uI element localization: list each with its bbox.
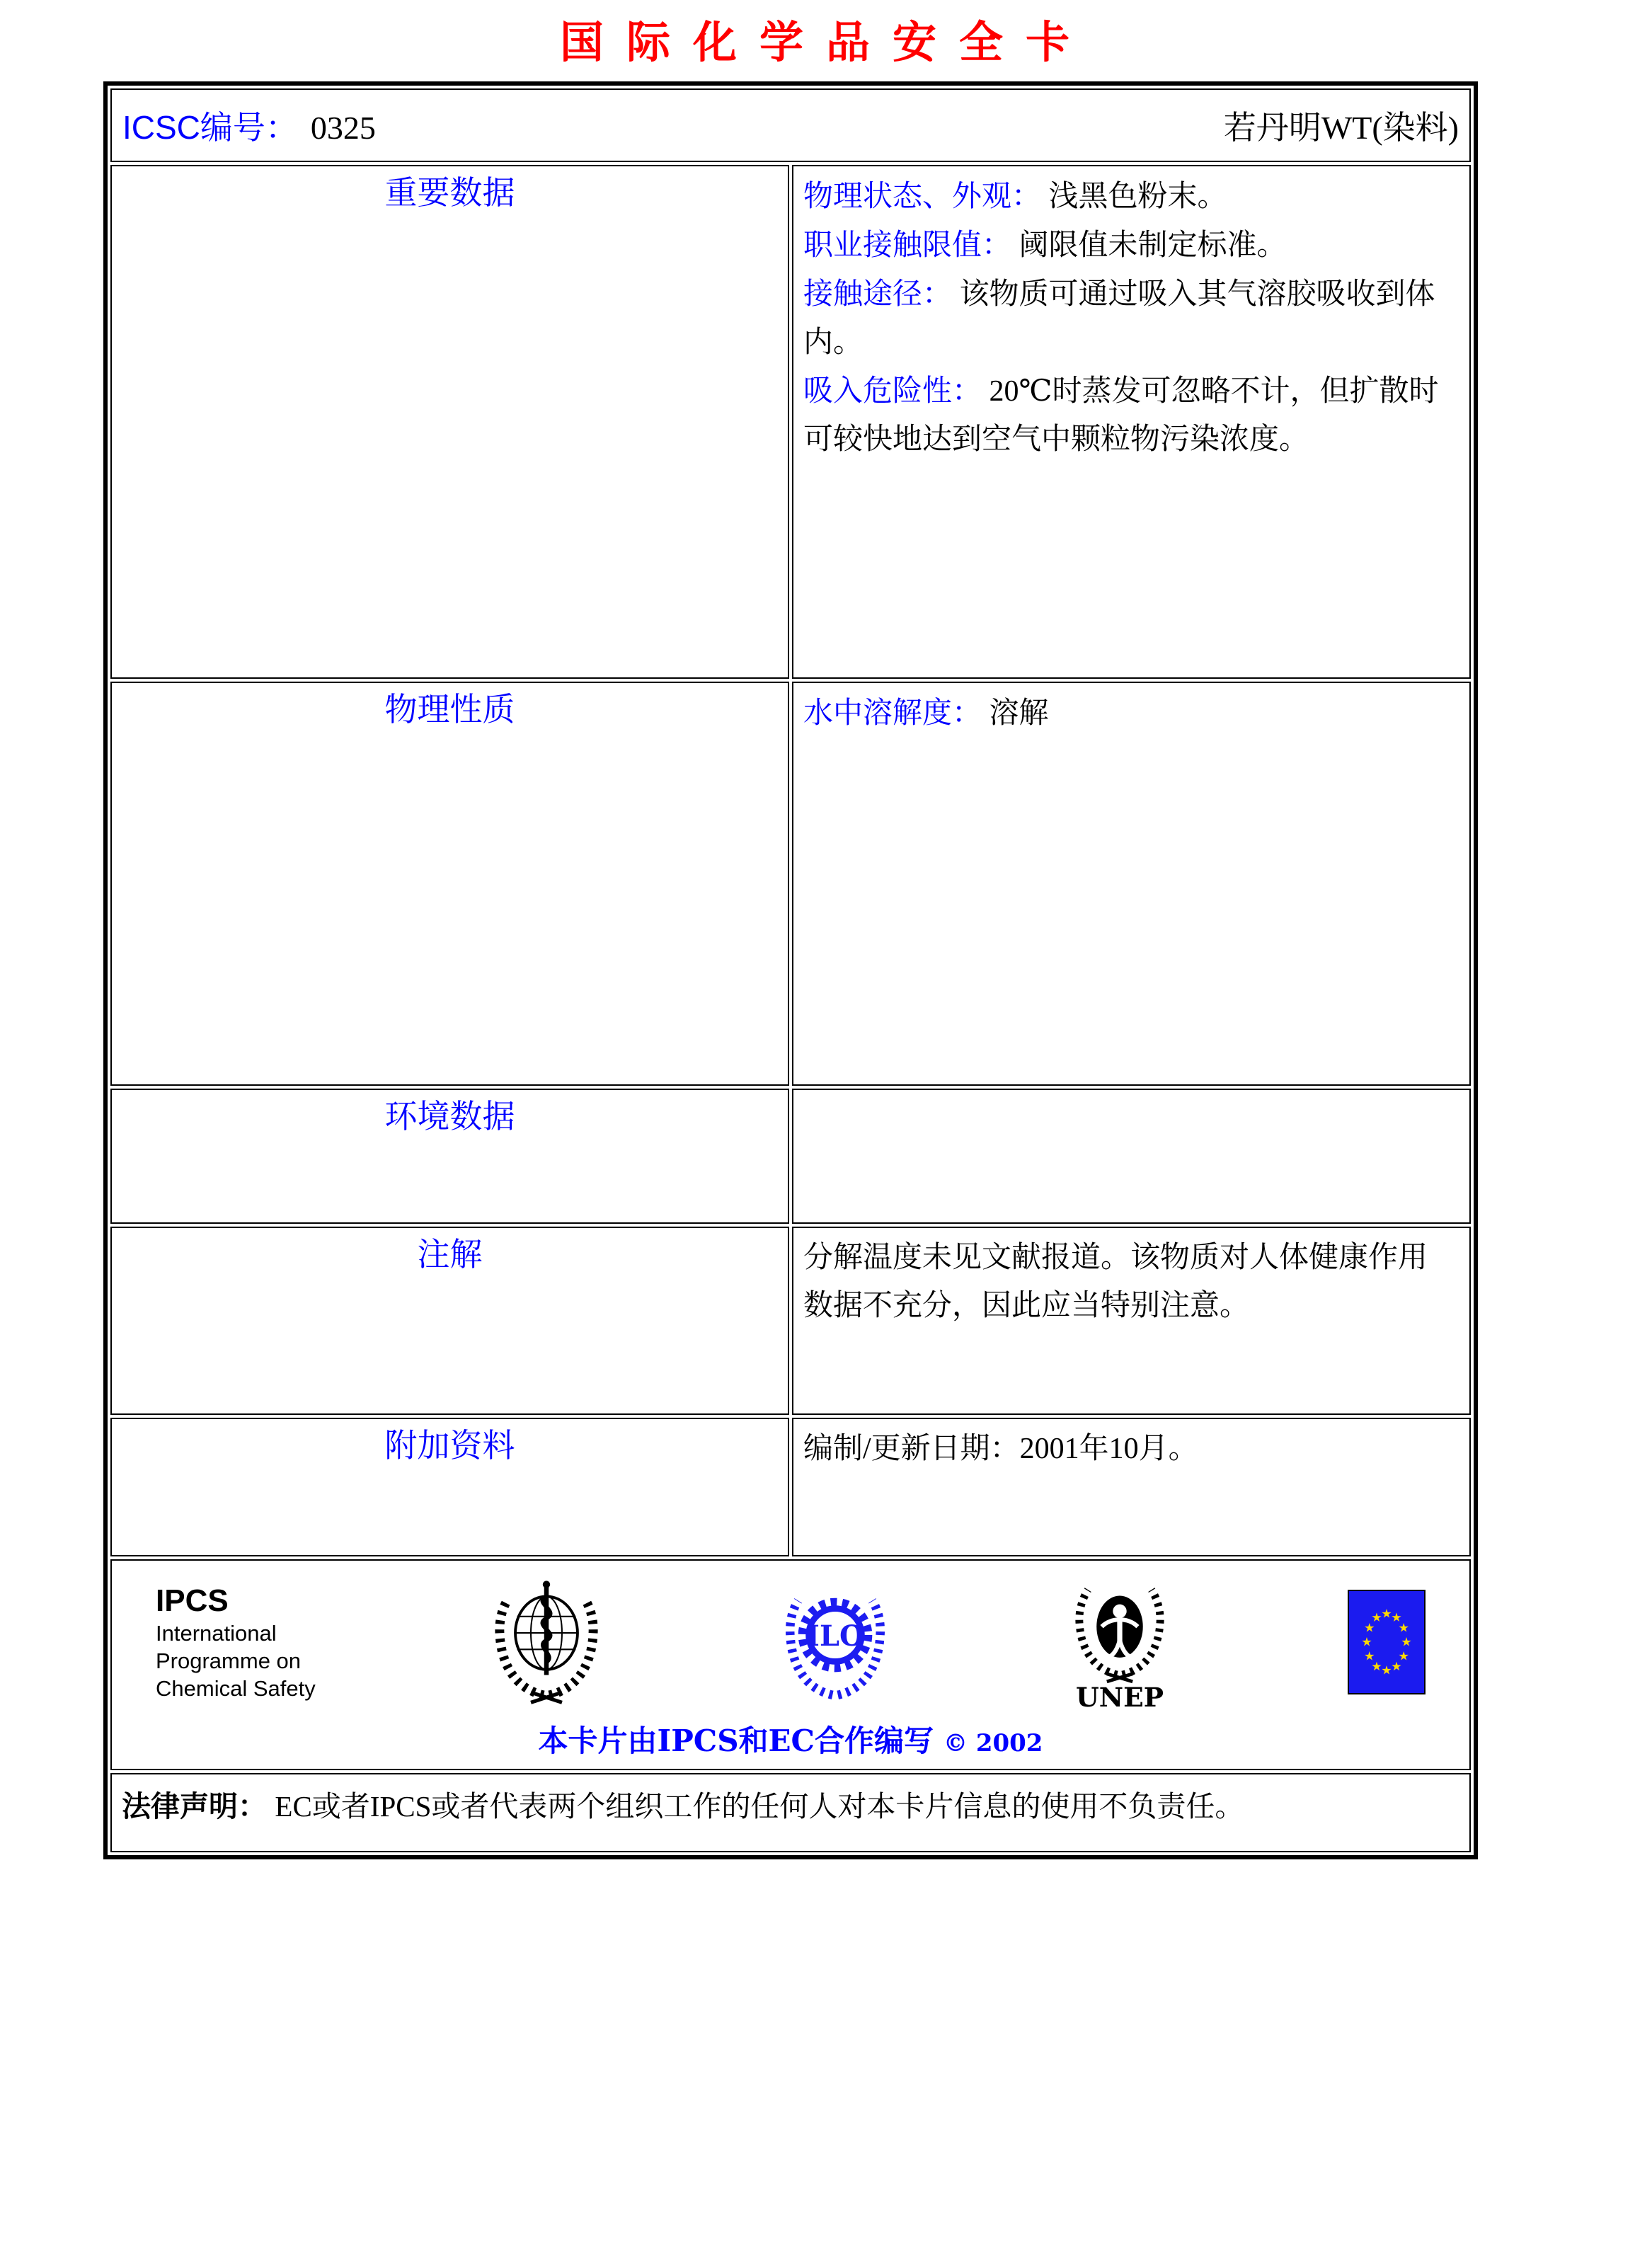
additional-info-content: 编制/更新日期：2001年10月。 xyxy=(792,1418,1471,1556)
page-title: 国际化学品安全卡 xyxy=(559,16,1092,68)
physical-properties-content xyxy=(792,682,1471,1086)
notes-content: 分解温度未见文献报道。该物质对人体健康作用数据不充分，因此应当特别注意。 xyxy=(792,1227,1471,1415)
field-name: 水中溶解度： xyxy=(803,696,982,729)
field-physical-state xyxy=(803,172,1457,221)
important-data-row xyxy=(110,165,1471,679)
ilo-monogram: ILO xyxy=(806,1619,864,1653)
legal-row xyxy=(110,1773,1471,1852)
field-name: 物理状态、外观： xyxy=(803,179,1042,212)
footer-caption-text: 本卡片由IPCS和EC合作编写 xyxy=(538,1723,934,1758)
icsc-number xyxy=(122,102,376,149)
field-name: 接触途径： xyxy=(803,277,953,311)
field-value: 阈限值未制定标准。 xyxy=(1019,229,1287,263)
logos-cell xyxy=(110,1559,1471,1770)
section-label-environmental-data: 环境数据 xyxy=(110,1089,789,1224)
ipcs-line-3: Chemical Safety xyxy=(156,1675,316,1701)
ipcs-abbr: IPCS xyxy=(156,1583,229,1619)
footer-caption xyxy=(119,1718,1462,1760)
header-cell xyxy=(110,88,1471,162)
notes-row xyxy=(110,1227,1471,1415)
eu-flag-icon xyxy=(1348,1590,1426,1694)
header-row xyxy=(110,88,1471,162)
unep-label: UNEP xyxy=(1076,1681,1164,1711)
icsc-card-table xyxy=(103,81,1478,1859)
icsc-number-value: 0325 xyxy=(310,110,376,146)
field-occupational-limits xyxy=(803,221,1457,270)
field-exposure-routes xyxy=(803,270,1457,367)
logos-row xyxy=(110,1559,1471,1770)
legal-text: EC或者IPCS或者代表两个组织工作的任何人对本卡片信息的使用不负责任。 xyxy=(275,1790,1244,1823)
environmental-data-row xyxy=(110,1089,1471,1224)
field-water-solubility xyxy=(803,689,1457,738)
field-value: 20℃时蒸发可忽略不计，但扩散时可较快地达到空气中颗粒物污染浓度。 xyxy=(803,375,1439,457)
ipcs-text-block xyxy=(156,1581,316,1702)
environmental-data-content xyxy=(792,1089,1471,1224)
legal-label: 法律声明： xyxy=(122,1790,267,1823)
field-inhalation-risk xyxy=(803,367,1457,464)
ilo-logo-icon xyxy=(778,1580,893,1704)
ipcs-line-2: Programme on xyxy=(156,1648,302,1674)
field-value: 溶解 xyxy=(989,697,1049,730)
field-value: 该物质可通过吸入其气溶胶吸收到体内。 xyxy=(803,278,1435,360)
unep-logo-icon xyxy=(1064,1573,1176,1711)
icsc-number-label: ICSC编号： xyxy=(122,109,298,146)
who-logo-icon xyxy=(487,1578,606,1707)
field-name: 吸入危险性： xyxy=(803,374,982,408)
section-label-notes: 注解 xyxy=(110,1227,789,1415)
footer-copyright: © 2002 xyxy=(943,1729,1043,1757)
additional-info-row xyxy=(110,1418,1471,1556)
field-value: 浅黑色粉末。 xyxy=(1048,180,1227,213)
section-label-additional-info: 附加资料 xyxy=(110,1418,789,1556)
section-label-important-data: 重要数据 xyxy=(110,165,789,679)
ipcs-line-1: International xyxy=(156,1621,277,1646)
field-name: 职业接触限值： xyxy=(803,228,1012,262)
section-label-physical-properties: 物理性质 xyxy=(110,682,789,1086)
important-data-content xyxy=(792,165,1471,679)
legal-cell xyxy=(110,1773,1471,1852)
chemical-name: 若丹明WT(染料) xyxy=(1223,110,1459,146)
physical-properties-row xyxy=(110,682,1471,1086)
